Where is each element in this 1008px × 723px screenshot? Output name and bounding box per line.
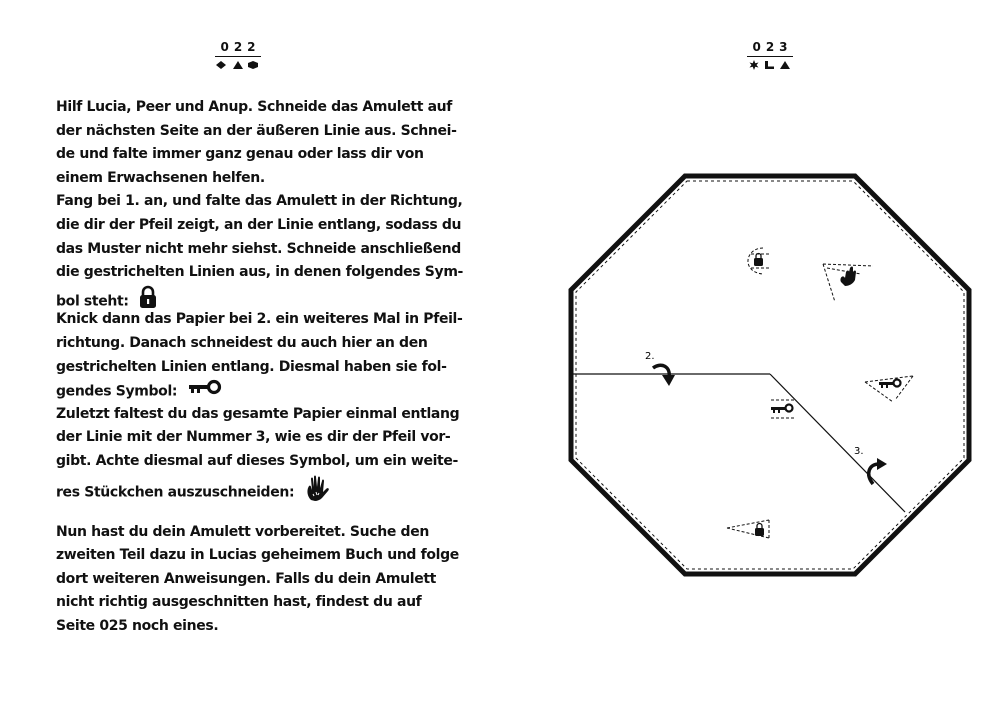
text-line-with-icon — [56, 474, 476, 498]
fold-label-2: 2. — [645, 351, 655, 362]
text-span: gendes Symbol: — [56, 383, 178, 400]
l-shape-icon — [765, 61, 774, 69]
text-line: der nächsten Seite an der äußeren Linie aus. Schnei- — [56, 122, 457, 139]
page-shapes-right — [740, 60, 800, 70]
text-line-with-icon — [56, 285, 476, 309]
text-line: die dir der Pfeil zeigt, an der Linie entlang, sodass du — [56, 216, 462, 233]
text-line: die gestrichelten Linien aus, in denen folgendes Sym- — [56, 264, 464, 281]
text-line: Fang bei 1. an, und falte das Amulett in der Richtung, — [56, 193, 463, 210]
amulet-outline — [571, 176, 969, 574]
text-span: res Stückchen auszuschneiden: — [56, 483, 295, 500]
hand-icon — [305, 474, 331, 511]
text-line: der Linie mit der Nummer 3, wie es dir der Pfeil vor- — [56, 429, 451, 446]
text-line: das Muster nicht mehr siehst. Schneide anschließend — [56, 240, 461, 257]
text-line: einem Erwachsenen helfen. — [56, 169, 265, 186]
page-shapes-left — [208, 60, 268, 70]
text-line: nicht richtig ausgeschnitten hast, findest du auf — [56, 594, 422, 611]
diamond-icon — [216, 61, 226, 69]
triangle-icon — [233, 61, 243, 69]
text-line: Zuletzt faltest du das gesamte Papier einmal entlang — [56, 405, 460, 422]
text-line: Seite 025 noch eines. — [56, 618, 219, 635]
text-line: de und falte immer ganz genau oder lass dir von — [56, 146, 424, 163]
instruction-text — [56, 96, 476, 639]
text-line: gestrichelten Linien entlang. Diesmal haben sie fol- — [56, 358, 447, 375]
amulet-octagon — [565, 172, 975, 580]
text-line: gibt. Achte diesmal auf dieses Symbol, um ein weite- — [56, 452, 458, 469]
page-number-left — [208, 36, 268, 70]
fold-label-3: 3. — [854, 446, 864, 457]
key-icon — [188, 379, 222, 404]
hexagon-icon — [248, 61, 258, 69]
text-line: richtung. Danach schneidest du auch hier an den — [56, 334, 428, 351]
text-line: dort weiteren Anweisungen. Falls du dein Amulett — [56, 570, 437, 587]
page-number-digits: 023 — [747, 40, 792, 57]
text-span: bol steht: — [56, 293, 129, 310]
star-icon — [750, 60, 759, 70]
page-number-digits: 022 — [215, 40, 260, 57]
paragraph-spacer — [56, 497, 476, 521]
text-line-with-icon — [56, 379, 476, 403]
text-line: Knick dann das Papier bei 2. ein weiteres Mal in Pfeil- — [56, 311, 463, 328]
text-line: Nun hast du dein Amulett vorbereitet. Suche den — [56, 523, 429, 540]
text-line: Hilf Lucia, Peer und Anup. Schneide das Amulett auf — [56, 99, 453, 115]
page-number-right — [740, 36, 800, 70]
text-line: zweiten Teil dazu in Lucias geheimem Buch und folge — [56, 547, 459, 564]
triangle-icon — [780, 61, 790, 69]
